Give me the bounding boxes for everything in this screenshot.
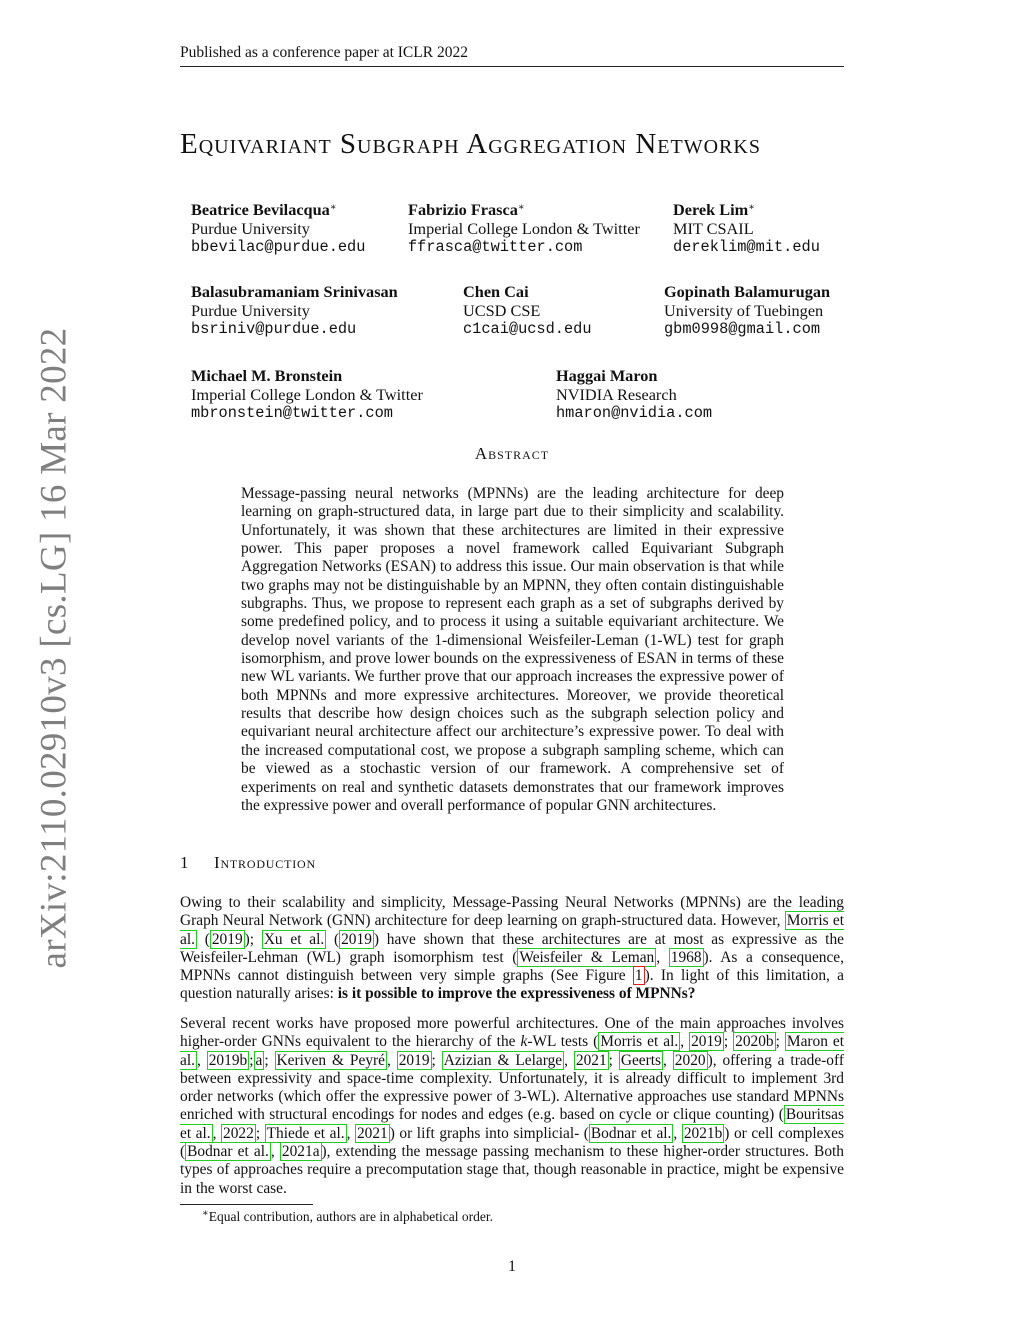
- author-affiliation: University of Tuebingen: [664, 301, 824, 320]
- citation-link[interactable]: Maron et al.: [180, 1033, 845, 1069]
- author-name: Balasubramaniam Srinivasan: [191, 282, 398, 301]
- text-run: (: [196, 930, 210, 948]
- author-name: Michael M. Bronstein: [191, 366, 343, 385]
- text-run: ;: [249, 1051, 254, 1069]
- author-block: [556, 366, 712, 423]
- author-name: Fabrizio Frasca: [408, 200, 518, 219]
- text-run: ) or cell complexes (: [180, 1124, 844, 1161]
- key-question: is it possible to improve the expressiveness of MPNNs?: [337, 985, 696, 1003]
- running-header: Published as a conference paper at ICLR 2022: [180, 44, 844, 67]
- citation-link[interactable]: Keriven & Peyré: [276, 1051, 385, 1069]
- citation-link[interactable]: Morris et al.: [600, 1033, 679, 1051]
- author-affiliation: Imperial College London & Twitter: [408, 219, 640, 238]
- text-run: ;: [608, 1051, 619, 1069]
- abstract-text: Message-passing neural networks (MPNNs) are the leading architecture for deep learning on graph-structured data, in large part due to their simplicity and scalability. Unfortunately, it was shown that these architectures are limited in their expressive power. This paper proposes a novel framework called Equivariant Subgraph Aggregation Networks (ESAN) to address this issue. Our main observation is that while two graphs may not be distinguishable by an MPNN, they often contain distinguishable subgraphs. Thus, we propose to represent each graph as a set of subgraphs derived by some predefined policy, and to process it using a suitable equivariant architecture. We develop novel variants of the 1-dimensional Weisfeiler-Leman (1-WL) test for graph isomorphism, and prove lower bounds on the expressiveness of ESAN in terms of these new WL variants. We further prove that our approach increases the expressive power of both MPNNs and more expressive architectures. Moreover, we provide theoretical results that describe how design choices such as the subgraph selection policy and equivariant neural architecture affect our architecture’s expressive power. To deal with the increased computational cost, we propose a subgraph sampling scheme, which can be viewed as a stochastic version of our framework. A comprehensive set of experiments on real and synthetic datasets demonstrates that our framework improves the expressive power and overall performance of popular GNN architectures.: [241, 485, 784, 814]
- author-block: [408, 198, 640, 257]
- figure-ref-link[interactable]: 1: [634, 967, 643, 985]
- author-block: [664, 282, 830, 339]
- author-block: [191, 366, 423, 423]
- text-run: ). As a consequence, MPNNs cannot distinguish between very simple graphs (See Figure: [180, 948, 844, 985]
- author-affiliation: MIT CSAIL: [673, 219, 754, 238]
- author-block: [463, 282, 592, 339]
- citation-link[interactable]: 2022: [223, 1124, 254, 1142]
- citation-link[interactable]: 2021a: [281, 1143, 320, 1161]
- author-email[interactable]: mbronstein@twitter.com: [191, 404, 393, 422]
- text-run: ). In light of this limitation, a question naturally arises:: [180, 967, 844, 1003]
- text-run: ,: [656, 948, 669, 966]
- text-run: ,: [680, 1033, 690, 1051]
- citation-link[interactable]: Thiede et al.: [266, 1124, 345, 1142]
- author-email[interactable]: dereklim@mit.edu: [673, 238, 820, 256]
- author-name: Chen Cai: [463, 282, 529, 301]
- text-run: ,: [270, 1143, 280, 1161]
- intro-paragraph-1: [180, 894, 844, 1004]
- citation-link[interactable]: 2019: [398, 1051, 430, 1069]
- footnote-rule: [180, 1204, 313, 1205]
- text-run: ) have shown that these architectures are at most as expressive as the Weisfeiler-Lehman (WL) graph isomorphism test (: [180, 930, 844, 966]
- citation-link[interactable]: 2021: [356, 1124, 388, 1142]
- citation-link[interactable]: 2019: [341, 930, 372, 948]
- text-run: Owing to their scalability and simplicity, Message-Passing Neural Networks (MPNNs) are the leading Graph Neural Network (GNN) architecture for deep learning on graph-structured data. However,: [180, 894, 844, 930]
- text-run: -WL tests (: [527, 1033, 599, 1051]
- equal-contribution-mark: ∗: [517, 202, 525, 213]
- author-email[interactable]: hmaron@nvidia.com: [556, 404, 713, 422]
- citation-link[interactable]: 2020: [674, 1051, 706, 1069]
- text-run: ,: [386, 1051, 397, 1069]
- text-run: ,: [663, 1051, 673, 1069]
- text-run: ), offering a trade-off between expressivity and space-time complexity. Unfortunately, it is already difficult to implement 3rd order networks (which offer the expressive power of 3-WL). Alternative approaches use standard MPNNs enriched with structural encodings for nodes and edges (e.g. based on cycle or clique counting) (: [180, 1051, 844, 1124]
- author-name: Derek Lim: [673, 200, 749, 219]
- author-block: [191, 282, 398, 339]
- citation-link[interactable]: Geerts: [620, 1051, 662, 1069]
- page-number: 1: [508, 1258, 516, 1275]
- author-block: [673, 198, 820, 257]
- citation-link[interactable]: Morris et al.: [180, 912, 844, 948]
- citation-link[interactable]: Xu et al.: [263, 930, 325, 948]
- section-title: Introduction: [214, 853, 316, 872]
- author-affiliation: Purdue University: [191, 219, 310, 238]
- citation-link[interactable]: Weisfeiler & Leman: [519, 948, 655, 966]
- citation-link[interactable]: 2021: [575, 1051, 607, 1069]
- text-run: Several recent works have proposed more powerful architectures. One of the main approaches involves higher-order GNNs equivalent to the hierarchy of the: [180, 1015, 844, 1051]
- author-name: Haggai Maron: [556, 366, 658, 385]
- text-run: ) or lift graphs into simplicial- (: [389, 1124, 589, 1142]
- equal-contribution-mark: ∗: [329, 202, 337, 213]
- citation-link[interactable]: 2019: [211, 930, 243, 948]
- author-email[interactable]: c1cai@ucsd.edu: [463, 320, 592, 338]
- text-run: ,: [196, 1051, 207, 1069]
- footnote: [202, 1208, 493, 1225]
- citation-link[interactable]: 2021b: [683, 1124, 723, 1142]
- citation-link[interactable]: a: [255, 1051, 263, 1069]
- text-run: ;: [255, 1124, 265, 1142]
- citation-link[interactable]: 1968: [670, 948, 702, 966]
- citation-link[interactable]: Bodnar et al.: [590, 1124, 672, 1142]
- text-run: ;: [264, 1051, 275, 1069]
- author-affiliation: Imperial College London & Twitter: [191, 385, 423, 404]
- author-email[interactable]: ffrasca@twitter.com: [408, 238, 583, 256]
- citation-link[interactable]: Azizian & Lelarge: [443, 1051, 563, 1069]
- citation-link[interactable]: Bodnar et al.: [187, 1143, 269, 1161]
- text-run: ;: [431, 1051, 442, 1069]
- author-email[interactable]: gbm0998@gmail.com: [664, 320, 821, 338]
- author-name: Gopinath Balamurugan: [664, 282, 831, 301]
- abstract-heading: Abstract: [474, 444, 550, 463]
- author-name: Beatrice Bevilacqua: [191, 200, 330, 219]
- section-heading: [180, 853, 316, 873]
- author-affiliation: UCSD CSE: [463, 301, 541, 320]
- citation-link[interactable]: 2019b: [208, 1051, 248, 1069]
- text-run: ,: [346, 1124, 355, 1142]
- math-k: k: [520, 1033, 528, 1051]
- text-run: ;: [723, 1033, 734, 1051]
- paper-title: Equivariant Subgraph Aggregation Networks: [180, 128, 761, 160]
- citation-link[interactable]: Bouritsas et al.: [180, 1106, 844, 1142]
- citation-link[interactable]: 2020b: [735, 1033, 774, 1051]
- text-run: ), extending the message passing mechanism to these higher-order structures. Both types of approaches require a precomputation stage that, though reasonable in practice, might be expensive in the worst case.: [180, 1143, 844, 1197]
- footnote-mark: ∗: [202, 1208, 209, 1219]
- author-affiliation: NVIDIA Research: [556, 385, 677, 404]
- citation-link[interactable]: 2019: [691, 1033, 722, 1051]
- text-run: (: [326, 930, 340, 948]
- footnote-text: Equal contribution, authors are in alphabetical order.: [208, 1209, 493, 1224]
- text-run: ,: [564, 1051, 574, 1069]
- author-email[interactable]: bbevilac@purdue.edu: [191, 238, 366, 256]
- author-block: [191, 198, 365, 257]
- text-run: );: [244, 930, 262, 948]
- equal-contribution-mark: ∗: [748, 202, 756, 213]
- arxiv-stamp: arXiv:2110.02910v3 [cs.LG] 16 Mar 2022: [33, 327, 75, 969]
- text-run: ,: [673, 1124, 682, 1142]
- author-email[interactable]: bsriniv@purdue.edu: [191, 320, 357, 338]
- text-run: ;: [775, 1033, 785, 1051]
- author-affiliation: Purdue University: [191, 301, 310, 320]
- text-run: ,: [212, 1124, 222, 1142]
- section-number: 1: [180, 853, 190, 872]
- intro-paragraph-2: [180, 1015, 844, 1198]
